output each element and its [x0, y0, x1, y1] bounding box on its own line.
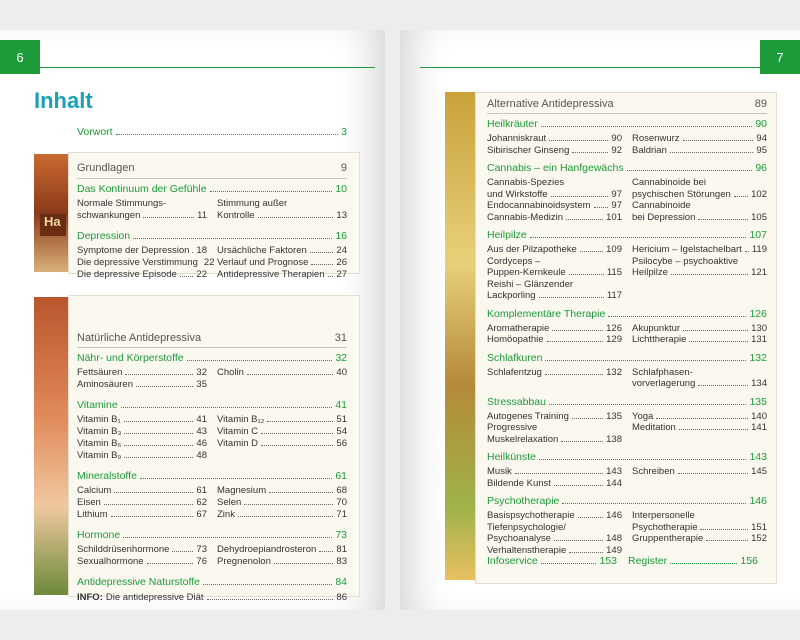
toc-vorwort[interactable]: [77, 126, 347, 138]
toc-label: psychischen Störungen: [632, 188, 731, 200]
toc-label: Reishi – Glänzender: [487, 278, 574, 290]
toc-label: Baldrian: [632, 144, 667, 156]
toc-page: 148: [606, 533, 622, 544]
toc-page: 143: [749, 451, 767, 463]
section-image-grundlagen: [34, 154, 68, 272]
toc-label: Antidepressive Naturstoffe: [77, 576, 200, 588]
toc-label: Dehydroepiandrosteron: [217, 544, 317, 555]
toc-label: Autogenes Training: [487, 410, 569, 422]
toc-entry[interactable]: [77, 544, 207, 555]
toc-page: 43: [196, 426, 207, 437]
toc-entry: [217, 198, 347, 209]
toc-page: 13: [336, 210, 347, 221]
toc-page: 3: [341, 126, 347, 138]
toc-entry[interactable]: [217, 497, 347, 508]
toc-entry[interactable]: [632, 244, 767, 255]
toc-label: Sexualhormone: [77, 556, 144, 567]
toc-label: Fettsäuren: [77, 367, 123, 378]
toc-page: 109: [606, 244, 622, 255]
toc-chapter[interactable]: [487, 396, 767, 408]
toc-label: Magnesium: [217, 485, 267, 496]
toc-entry: [632, 200, 767, 211]
toc-page: 54: [336, 426, 347, 437]
toc-page: 135: [606, 410, 622, 422]
toc-page: 96: [755, 162, 767, 174]
toc-entry[interactable]: [217, 269, 347, 280]
toc-page: 105: [751, 211, 767, 223]
toc-entry[interactable]: [487, 145, 622, 156]
toc-label: Stressabbau: [487, 395, 546, 408]
toc-page: 27: [336, 269, 347, 280]
toc-page: 140: [751, 410, 767, 422]
toc-page: 41: [335, 399, 347, 411]
toc-chapter[interactable]: [487, 162, 767, 174]
section-rule: [77, 178, 347, 179]
toc-page: 62: [196, 497, 207, 508]
toc-label: Die antidepressive Diät: [105, 592, 204, 603]
toc-entry[interactable]: [77, 450, 207, 461]
section-title: Natürliche Antidepressiva: [77, 332, 202, 344]
toc-entry[interactable]: [77, 269, 207, 280]
toc-register[interactable]: [628, 555, 758, 567]
toc-page: 24: [336, 245, 347, 256]
toc-label: Meditation: [632, 422, 676, 433]
toc-page: 76: [196, 556, 207, 567]
toc-entry[interactable]: [632, 267, 767, 278]
section-page: 31: [334, 332, 347, 344]
toc-page: 119: [751, 244, 767, 255]
toc-label: Vitamin C: [217, 426, 259, 437]
toc-page: 46: [196, 438, 207, 449]
toc-entry[interactable]: [632, 522, 767, 533]
toc-page: 146: [749, 495, 767, 507]
toc-label: Die depressive Episode: [77, 269, 177, 280]
toc-info-entry[interactable]: [77, 592, 347, 603]
info-prefix: INFO:: [77, 592, 103, 603]
toc-label: Antidepressive Therapien: [217, 269, 325, 280]
toc-label: Cordyceps –: [487, 255, 541, 267]
toc-entry[interactable]: [632, 533, 767, 544]
toc-label: Schreiben: [632, 466, 675, 477]
toc-page: 132: [749, 351, 767, 364]
toc-label: Basispsychotherapie: [487, 510, 575, 521]
toc-page: 94: [756, 133, 767, 144]
toc-page: 130: [751, 322, 767, 334]
toc-label: Heilkräuter: [487, 118, 538, 130]
toc-label: Depression: [77, 230, 131, 242]
header-rule: [420, 67, 760, 68]
toc-entry[interactable]: [487, 323, 622, 334]
toc-page: 126: [606, 322, 622, 334]
toc-label: Gruppentherapie: [632, 533, 704, 544]
toc-label: Stimmung außer: [217, 198, 288, 209]
toc-entry[interactable]: [487, 290, 622, 301]
toc-page: 115: [606, 267, 622, 278]
toc-label: Vitamine: [77, 399, 118, 411]
toc-entry[interactable]: [632, 212, 767, 223]
toc-label: Verhaltenstherapie: [487, 544, 567, 556]
toc-chapter[interactable]: [77, 576, 347, 588]
toc-label: Musik: [487, 466, 512, 477]
toc-page: 83: [336, 556, 347, 567]
toc-page: 22: [203, 257, 215, 268]
toc-label: Vitamin B₁: [77, 414, 121, 425]
toc-entry[interactable]: [487, 466, 622, 477]
section-title: Grundlagen: [77, 162, 135, 174]
toc-page: 61: [335, 470, 347, 482]
toc-label: Psychotherapie: [487, 495, 560, 507]
toc-entry[interactable]: [77, 426, 207, 437]
toc-label: Nähr- und Körperstoffe: [77, 352, 184, 364]
toc-page: 90: [755, 118, 767, 130]
toc-page: 11: [197, 210, 207, 221]
toc-page: 73: [335, 529, 347, 541]
toc-label: Rosenwurz: [632, 133, 680, 144]
toc-label: Aminosäuren: [77, 379, 133, 390]
toc-entry[interactable]: [487, 367, 622, 378]
toc-page: 152: [751, 533, 767, 544]
toc-label: Cannabis-Spezies: [487, 177, 565, 188]
toc-entry[interactable]: [77, 485, 207, 496]
toc-page: 41: [196, 414, 207, 425]
toc-label: vorverlagerung: [632, 378, 696, 389]
toc-page: 143: [606, 466, 622, 477]
toc-entry[interactable]: [77, 379, 207, 390]
toc-page: 129: [606, 334, 622, 345]
toc-chapter[interactable]: [77, 230, 347, 242]
toc-page: 61: [196, 485, 207, 496]
toc-page: 70: [336, 497, 347, 508]
toc-entry: [632, 256, 767, 267]
toc-label: Cholin: [217, 367, 244, 378]
toc-page: 71: [336, 509, 347, 520]
toc-label: Cannabis-Medizin: [487, 211, 564, 223]
toc-page: 141: [751, 422, 767, 433]
toc-entry[interactable]: [487, 434, 622, 445]
toc-label: Heilpilze: [632, 267, 668, 278]
header-rule: [40, 67, 375, 68]
toc-page: 81: [336, 544, 347, 555]
toc-label: Schlafkuren: [487, 351, 543, 364]
toc-page: 97: [611, 188, 622, 200]
toc-label: Psychotherapie: [632, 521, 698, 533]
toc-label: Yoga: [632, 410, 654, 422]
toc-page: 32: [335, 352, 347, 364]
toc-chapter[interactable]: [487, 495, 767, 507]
toc-label: Selen: [217, 497, 242, 508]
toc-label: Cannabinoide bei: [632, 177, 706, 188]
toc-entry[interactable]: [487, 133, 622, 144]
jar-label-image: Ha: [40, 214, 66, 236]
toc-entry[interactable]: [217, 245, 347, 256]
toc-page: 92: [611, 144, 622, 156]
toc-label: Tiefenpsychologie/: [487, 521, 566, 533]
toc-label: Mineralstoffe: [77, 470, 137, 482]
toc-page: 86: [336, 592, 347, 603]
toc-page: 68: [336, 485, 347, 496]
toc-page: 117: [606, 290, 622, 301]
toc-entry: [632, 367, 767, 378]
page-number-left: 6: [0, 40, 40, 74]
section-title: Alternative Antidepressiva: [487, 98, 614, 110]
page-number-right: 7: [760, 40, 800, 74]
section-image-natuerliche: [34, 297, 68, 595]
toc-page: 32: [196, 367, 207, 378]
toc-page: 97: [611, 200, 622, 211]
toc-entry[interactable]: [77, 414, 207, 425]
toc-label: Endocannabinoidsystem: [487, 200, 591, 211]
toc-page: 144: [606, 477, 622, 489]
toc-page: 149: [606, 544, 622, 556]
toc-label: Vitamin B₃: [77, 426, 122, 437]
toc-entry: [487, 256, 622, 267]
toc-entry[interactable]: [217, 367, 347, 378]
toc-label: Heilkünste: [487, 451, 537, 463]
toc-entry[interactable]: [217, 438, 347, 449]
toc-page: 145: [751, 466, 767, 477]
toc-page: 102: [751, 188, 767, 200]
toc-entry: [77, 198, 207, 209]
page-title: Inhalt: [34, 88, 93, 113]
toc-page: 132: [606, 366, 622, 378]
toc-entry[interactable]: [217, 426, 347, 437]
toc-entry[interactable]: [632, 323, 767, 334]
toc-entry[interactable]: [487, 545, 622, 556]
toc-chapter[interactable]: [77, 529, 347, 541]
toc-entry[interactable]: [217, 509, 347, 520]
toc-page: 48: [196, 450, 207, 461]
section-page: 89: [754, 98, 767, 110]
toc-page: 73: [196, 544, 207, 555]
toc-entry: [632, 177, 767, 188]
toc-page: 138: [606, 433, 622, 445]
toc-label: Ursächliche Faktoren: [217, 245, 307, 256]
toc-entry[interactable]: [217, 257, 347, 268]
section-image-alternative: [445, 92, 475, 580]
toc-label: Schilddrüsenhormone: [77, 544, 170, 555]
toc-label: Vitamin B₉: [77, 450, 122, 461]
toc-page: 51: [336, 414, 347, 425]
toc-page: 26: [336, 257, 347, 268]
toc-entry[interactable]: [77, 509, 207, 520]
toc-entry[interactable]: [77, 210, 207, 221]
toc-chapter[interactable]: [77, 399, 347, 411]
toc-label: Register: [628, 555, 668, 567]
toc-entry: [487, 522, 622, 533]
section-header-alternative: [487, 98, 767, 110]
left-page: [0, 30, 385, 610]
toc-page: 107: [749, 229, 767, 241]
toc-label: Bildende Kunst: [487, 477, 551, 489]
section-rule: [487, 113, 767, 114]
toc-entry[interactable]: [217, 556, 347, 567]
toc-label: Aromatherapie: [487, 322, 550, 334]
toc-label: und Wirkstoffe: [487, 188, 548, 200]
toc-entry: [487, 279, 622, 290]
toc-label: Komplementäre Therapie: [487, 307, 606, 320]
toc-label: Vorwort: [77, 126, 113, 138]
toc-label: Zink: [217, 509, 235, 520]
toc-entry: [632, 510, 767, 521]
toc-entry[interactable]: [487, 244, 622, 255]
toc-label: Eisen: [77, 497, 101, 508]
toc-page: 67: [196, 509, 207, 520]
toc-entry[interactable]: [632, 189, 767, 200]
toc-label: Johanniskraut: [487, 133, 547, 144]
toc-label: Schlafphasen-: [632, 366, 693, 378]
toc-entry[interactable]: [217, 485, 347, 496]
toc-entry[interactable]: [632, 378, 767, 389]
toc-label: Schlafentzug: [487, 366, 542, 378]
toc-label: Progressive: [487, 422, 538, 433]
toc-entry[interactable]: [632, 422, 767, 433]
toc-label: Infoservice: [487, 555, 538, 567]
toc-entry[interactable]: [77, 257, 215, 268]
toc-label: Symptome der Depression: [77, 245, 190, 256]
toc-label: Psychoanalyse: [487, 533, 551, 544]
toc-page: 151: [751, 521, 767, 533]
toc-entry[interactable]: [487, 533, 622, 544]
toc-label: Cannabinoide: [632, 200, 691, 211]
toc-page: 153: [599, 555, 617, 567]
toc-label: Homöopathie: [487, 334, 544, 345]
toc-chapter[interactable]: [487, 352, 767, 364]
toc-page: 135: [749, 395, 767, 408]
toc-page: 18: [196, 245, 207, 256]
toc-page: 101: [606, 211, 622, 223]
toc-entry[interactable]: [487, 478, 622, 489]
toc-label: Heilpilze: [487, 229, 527, 241]
toc-entry[interactable]: [217, 414, 347, 425]
toc-entry[interactable]: [217, 544, 347, 555]
toc-entry[interactable]: [632, 133, 767, 144]
toc-label: Vitamin B₁₂: [217, 414, 265, 425]
toc-label: Psilocybe – psychoaktive: [632, 255, 739, 267]
toc-entry[interactable]: [487, 212, 622, 223]
toc-page: 40: [336, 367, 347, 378]
section-header-natuerliche: [77, 332, 347, 344]
toc-chapter[interactable]: [77, 352, 347, 364]
right-page: [400, 30, 800, 610]
toc-chapter[interactable]: [77, 470, 347, 482]
toc-page: 16: [335, 230, 347, 242]
toc-entry[interactable]: [487, 510, 622, 521]
toc-page: 121: [751, 267, 767, 278]
toc-label: Vitamin D: [217, 438, 259, 449]
toc-label: Lackporling: [487, 290, 536, 301]
toc-entry[interactable]: [632, 334, 767, 345]
toc-entry[interactable]: [217, 210, 347, 221]
section-page: 9: [340, 162, 347, 174]
toc-label: schwankungen: [77, 210, 141, 221]
toc-entry[interactable]: [77, 245, 207, 256]
toc-entry[interactable]: [632, 411, 767, 422]
toc-label: Sibirischer Ginseng: [487, 144, 570, 156]
toc-entry[interactable]: [487, 189, 622, 200]
toc-page: 146: [606, 510, 622, 521]
toc-page: 35: [196, 379, 207, 390]
toc-page: 95: [756, 144, 767, 156]
toc-entry[interactable]: [77, 438, 207, 449]
toc-page: 126: [749, 307, 767, 320]
toc-label: Puppen-Kernkeule: [487, 267, 566, 278]
toc-entry[interactable]: [487, 200, 622, 211]
toc-page: 156: [740, 555, 758, 567]
book-spread: [0, 30, 800, 610]
toc-entry[interactable]: [487, 334, 622, 345]
section-rule: [77, 347, 347, 348]
toc-entry[interactable]: [632, 466, 767, 477]
toc-label: Das Kontinuum der Gefühle: [77, 183, 207, 195]
toc-label: Cannabis – ein Hanfgewächs: [487, 162, 624, 174]
toc-entry[interactable]: [487, 411, 622, 422]
toc-label: Muskelrelaxation: [487, 433, 559, 445]
toc-label: Akupunktur: [632, 322, 681, 334]
toc-entry[interactable]: [632, 145, 767, 156]
toc-label: Vitamin B₆: [77, 438, 122, 449]
toc-entry[interactable]: [77, 367, 207, 378]
toc-chapter[interactable]: [487, 118, 767, 130]
toc-entry[interactable]: [487, 267, 622, 278]
toc-label: Aus der Pilzapotheke: [487, 244, 577, 255]
toc-label: Pregnenolon: [217, 556, 271, 567]
toc-chapter[interactable]: [77, 183, 347, 195]
toc-chapter[interactable]: [487, 451, 767, 463]
toc-chapter[interactable]: [487, 308, 767, 320]
toc-label: Die depressive Verstimmung: [77, 257, 198, 268]
section-header-grundlagen: [77, 162, 347, 174]
toc-label: Kontrolle: [217, 210, 255, 221]
toc-page: 56: [336, 438, 347, 449]
toc-label: Hericium – Igelstachelbart: [632, 244, 742, 255]
toc-label: Lichttherapie: [632, 334, 687, 345]
toc-label: Hormone: [77, 529, 121, 541]
toc-label: Normale Stimmungs-: [77, 198, 167, 209]
toc-label: Verlauf und Prognose: [217, 257, 309, 268]
toc-entry: [487, 422, 622, 433]
toc-chapter[interactable]: [487, 229, 767, 241]
toc-page: 134: [751, 378, 767, 389]
toc-page: 90: [611, 133, 622, 144]
toc-label: bei Depression: [632, 211, 696, 223]
toc-entry[interactable]: [77, 556, 207, 567]
toc-entry: [487, 177, 622, 188]
toc-entry[interactable]: [77, 497, 207, 508]
toc-label: Lithium: [77, 509, 108, 520]
toc-page: 84: [335, 576, 347, 588]
toc-label: Calcium: [77, 485, 112, 496]
toc-infoservice[interactable]: [487, 555, 617, 567]
toc-page: 131: [751, 334, 767, 345]
toc-page: 10: [335, 183, 347, 195]
toc-label: Interpersonelle: [632, 510, 695, 521]
toc-page: 22: [196, 269, 207, 280]
